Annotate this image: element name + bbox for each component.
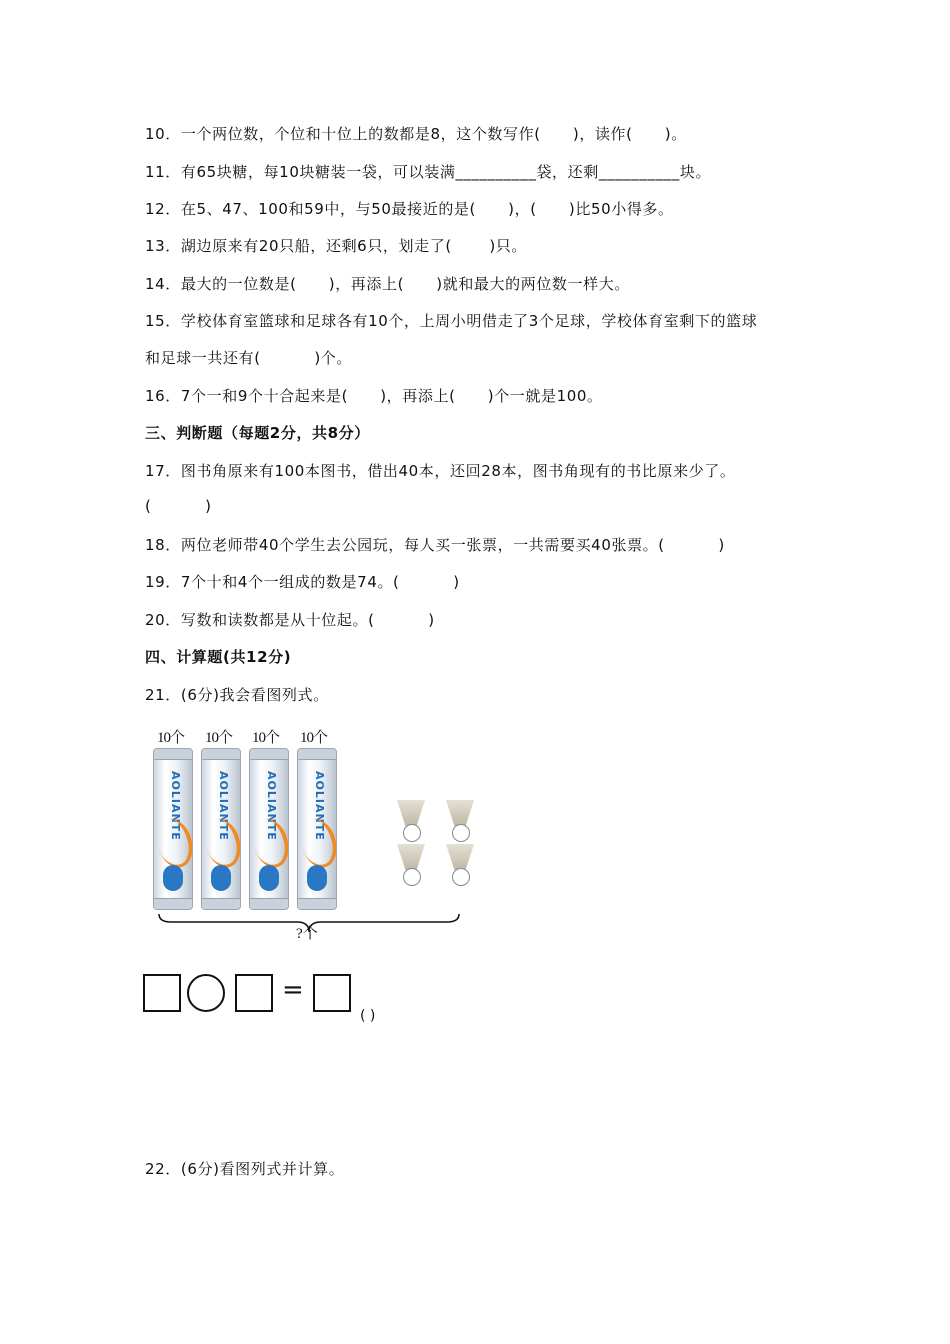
shuttlecock-icon bbox=[391, 800, 431, 842]
question-14: 14．最大的一位数是( )，再添上( )就和最大的两位数一样大。 bbox=[145, 275, 630, 293]
answer-box-1[interactable] bbox=[143, 974, 181, 1012]
brace-label: ?个 bbox=[296, 926, 318, 942]
question-22: 22．(6分)看图列式并计算。 bbox=[145, 1160, 345, 1178]
shuttlecock-tube bbox=[153, 748, 193, 910]
operator-circle[interactable] bbox=[187, 974, 225, 1012]
shuttlecock-icon bbox=[440, 800, 480, 842]
question-15-line2: 和足球一共还有( )个。 bbox=[145, 349, 352, 367]
section-3-heading: 三、判断题（每题2分，共8分） bbox=[145, 424, 370, 442]
shuttlecock-icon bbox=[391, 844, 431, 886]
tube-label: 10个 bbox=[205, 730, 233, 746]
shuttlecock-tube bbox=[297, 748, 337, 910]
shuttlecock-tube bbox=[249, 748, 289, 910]
answer-box-2[interactable] bbox=[235, 974, 273, 1012]
tube-brand: AOLIANTE bbox=[313, 771, 326, 841]
tube-brand: AOLIANTE bbox=[217, 771, 230, 841]
shuttlecock-icon bbox=[440, 844, 480, 886]
equals-sign: = bbox=[282, 975, 304, 1005]
shuttlecock-tube bbox=[201, 748, 241, 910]
question-20: 20．写数和读数都是从十位起。( ) bbox=[145, 611, 435, 629]
question-18: 18．两位老师带40个学生去公园玩，每人买一张票，一共需要买40张票。( ) bbox=[145, 536, 725, 554]
tube-label: 10个 bbox=[252, 730, 280, 746]
question-21: 21．(6分)我会看图列式。 bbox=[145, 686, 329, 704]
shuttlecock-figure bbox=[145, 722, 505, 947]
tube-brand: AOLIANTE bbox=[169, 771, 182, 841]
question-17-line1: 17．图书角原来有100本图书，借出40本，还回28本，图书角现有的书比原来少了。 bbox=[145, 462, 736, 480]
section-4-heading: 四、计算题(共12分) bbox=[145, 648, 292, 666]
question-11: 11．有65块糖，每10块糖装一袋，可以装满__________袋，还剩__________块。 bbox=[145, 163, 712, 181]
question-13: 13．湖边原来有20只船，还剩6只，划走了( )只。 bbox=[145, 237, 527, 255]
question-12: 12．在5、47、100和59中，与50最接近的是( )，( )比50小得多。 bbox=[145, 200, 674, 218]
question-16: 16．7个一和9个十合起来是( )，再添上( )个一就是100。 bbox=[145, 387, 603, 405]
answer-box-result[interactable] bbox=[313, 974, 351, 1012]
unit-paren: ( ) bbox=[360, 1008, 376, 1024]
tube-brand: AOLIANTE bbox=[265, 771, 278, 841]
question-17-line2: ( ) bbox=[145, 497, 212, 515]
question-19: 19．7个十和4个一组成的数是74。( ) bbox=[145, 573, 460, 591]
tube-label: 10个 bbox=[157, 730, 185, 746]
tube-label: 10个 bbox=[300, 730, 328, 746]
question-15-line1: 15．学校体育室篮球和足球各有10个，上周小明借走了3个足球，学校体育室剩下的篮球 bbox=[145, 312, 758, 330]
question-10: 10．一个两位数，个位和十位上的数都是8，这个数写作( )，读作( )。 bbox=[145, 125, 687, 143]
